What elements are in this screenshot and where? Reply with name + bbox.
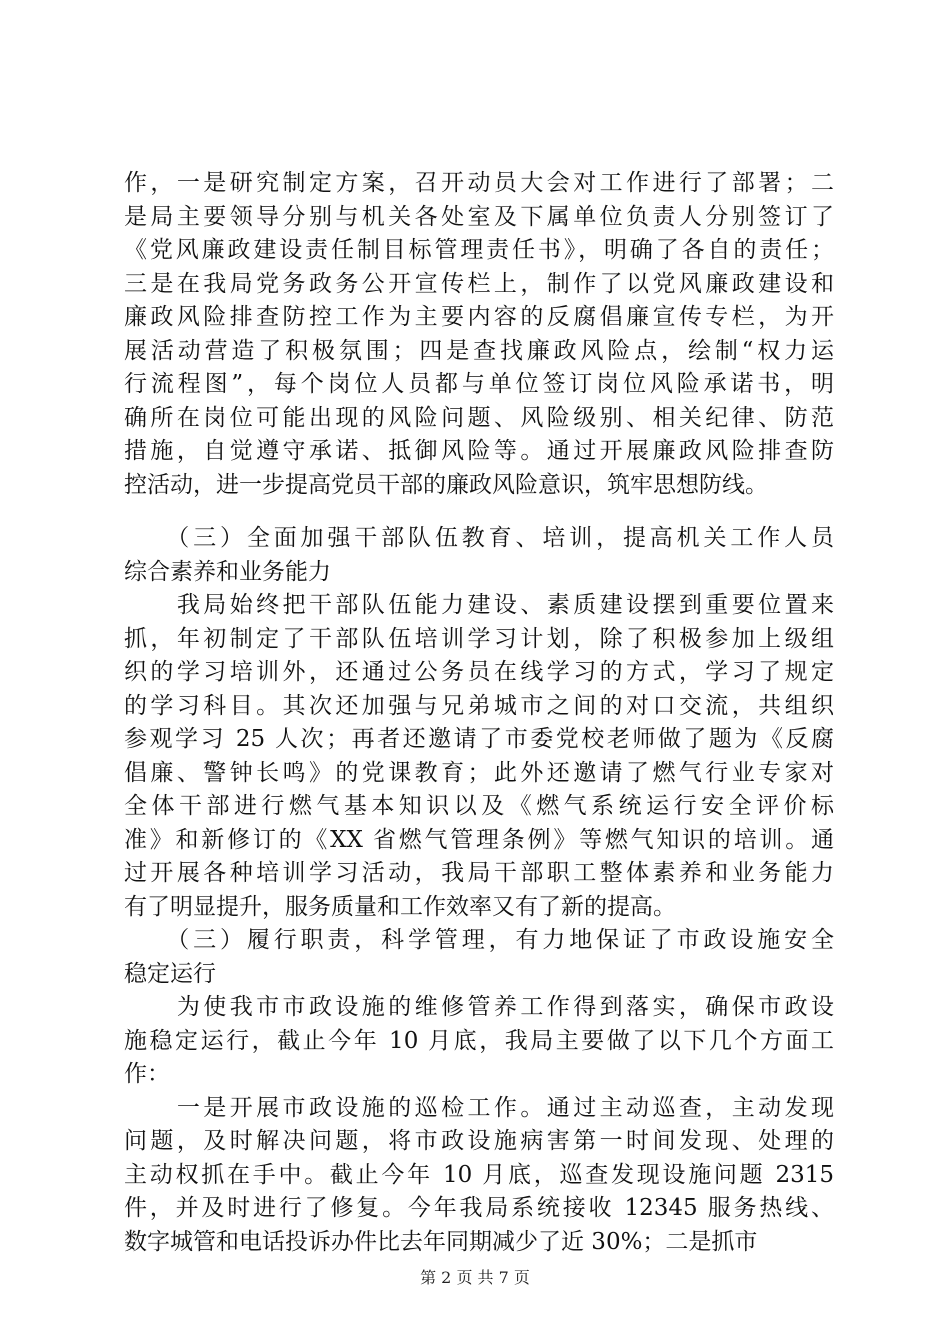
- text-line: 三是在我局党务政务公开宣传栏上，制作了以党风廉政建设和: [124, 270, 834, 297]
- text-line: 展活动营造了积极氛围；四是查找廉政风险点，绘制“权力运: [124, 337, 834, 364]
- text-line: 的学习科目。其次还加强与兄弟城市之间的对口交流，共组织: [124, 692, 834, 719]
- text-line: 主动权抓在手中。截止今年 10 月底，巡查发现设施问题 2315: [124, 1161, 834, 1188]
- text-line: 倡廉、警钟长鸣》的党课教育；此外还邀请了燃气行业专家对: [124, 759, 834, 786]
- text-line: 我局始终把干部队伍能力建设、素质建设摆到重要位置来: [124, 592, 834, 618]
- text-line: 施稳定运行，截止今年 10 月底，我局主要做了以下几个方面工: [124, 1027, 834, 1054]
- text-line: 准》和新修订的《XX 省燃气管理条例》等燃气知识的培训。通: [124, 826, 834, 853]
- text-line: 控活动，进一步提高党员干部的廉政风险意识，筑牢思想防线。: [124, 471, 768, 498]
- text-line: 参观学习 25 人次；再者还邀请了市委党校老师做了题为《反腐: [124, 726, 834, 752]
- text-line: 过开展各种培训学习活动，我局干部职工整体素养和业务能力: [124, 860, 834, 886]
- section-heading-line: （三）全面加强干部队伍教育、培训，提高机关工作人员: [124, 525, 834, 551]
- section-heading-line: 综合素养和业务能力: [124, 558, 331, 585]
- text-line: 件，并及时进行了修复。今年我局系统接收 12345 服务热线、: [124, 1195, 834, 1221]
- text-line: 作，一是研究制定方案，召开动员大会对工作进行了部署；二: [124, 170, 834, 196]
- section-heading-line: （三）履行职责，科学管理，有力地保证了市政设施安全: [124, 927, 834, 953]
- section-heading-line: 稳定运行: [124, 960, 216, 987]
- text-line: 有了明显提升，服务质量和工作效率又有了新的提高。: [124, 893, 676, 920]
- text-line: 抓，年初制定了干部队伍培训学习计划，除了积极参加上级组: [124, 625, 834, 652]
- text-line: 是局主要领导分别与机关各处室及下属单位负责人分别签订了: [124, 203, 834, 230]
- text-line: 织的学习培训外，还通过公务员在线学习的方式，学习了规定: [124, 659, 834, 685]
- text-line: 全体干部进行燃气基本知识以及《燃气系统运行安全评价标: [124, 793, 834, 819]
- text-line: 行流程图”，每个岗位人员都与单位签订岗位风险承诺书，明: [124, 371, 834, 397]
- text-line: 廉政风险排查防控工作为主要内容的反腐倡廉宣传专栏，为开: [124, 304, 834, 330]
- text-line: 确所在岗位可能出现的风险问题、风险级别、相关纪律、防范: [124, 404, 834, 431]
- text-line: 措施，自觉遵守承诺、抵御风险等。通过开展廉政风险排查防: [124, 438, 834, 464]
- text-line: 作：: [124, 1061, 170, 1087]
- text-line: 问题，及时解决问题，将市政设施病害第一时间发现、处理的: [124, 1128, 834, 1154]
- text-line: 数字城管和电话投诉办件比去年同期减少了近 30%；二是抓市: [124, 1228, 758, 1255]
- text-line: 为使我市市政设施的维修管养工作得到落实，确保市政设: [124, 994, 834, 1020]
- text-line: 一是开展市政设施的巡检工作。通过主动巡查，主动发现: [124, 1094, 834, 1121]
- text-line: 《党风廉政建设责任制目标管理责任书》，明确了各自的责任；: [124, 237, 834, 263]
- page-footer: 第 2 页 共 7 页: [420, 1268, 530, 1287]
